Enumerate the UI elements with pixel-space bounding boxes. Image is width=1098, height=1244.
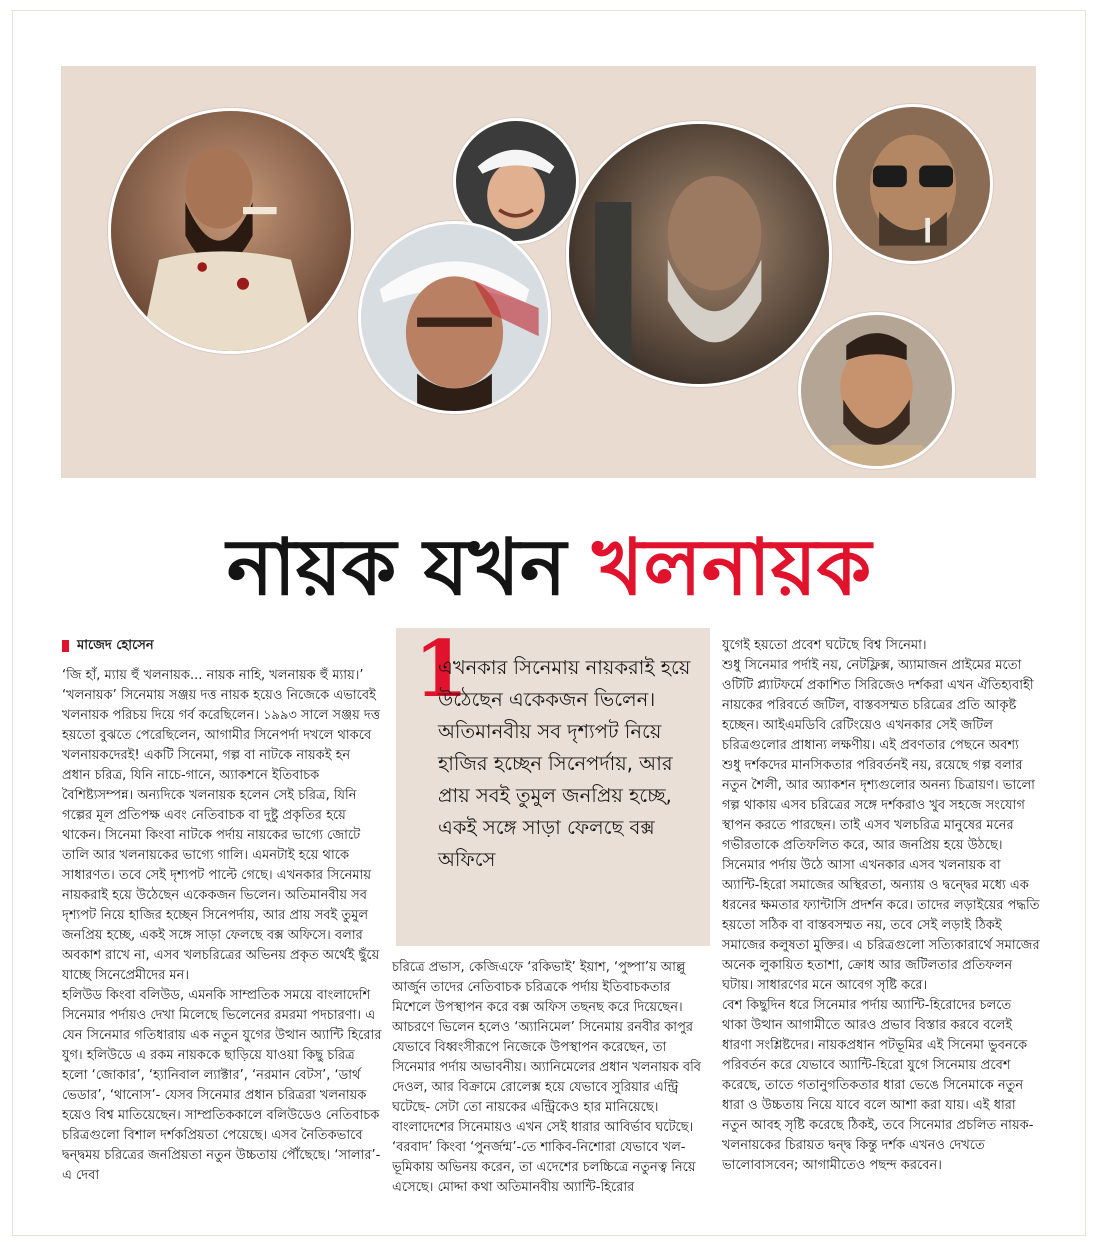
portrait-white-cap: [358, 221, 551, 414]
pull-quote-body: এখনকার সিনেমায় নায়করাই হয়ে উঠেছেন একেকজন ভিলেন। অতিমানবীয় সব দৃশ্যপট নিয়ে হাজির হচ্ছেন সিনেপর্দায়, আর প্রায় সবই তুমুল জনপ্রিয় হচ্ছে, একই সঙ্গে সাড়া ফেলছে বক্স অফিসে: [438, 656, 691, 871]
portrait-white-cap-image: [361, 224, 548, 411]
article-column-2: [392, 958, 710, 1208]
pull-quote-number: 1: [414, 624, 469, 715]
byline-marker: [62, 640, 69, 652]
paragraph: যুগেই হয়তো প্রবেশ ঘটেছে বিশ্ব সিনেমা।: [722, 638, 927, 653]
paragraph: হলিউড কিংবা বলিউড, এমনকি সাম্প্রতিক সময়ে বাংলাদেশি সিনেমার পর্দায়ও দেখা মিলেছে ভিলেনের রমরমা পদচারণা। এ যেন সিনেমার গতিধারায় এক নতুন যুগের উত্থান অ্যান্টি হিরোর যুগ। হলিউডে এ রকম নায়ককে ছাড়িয়ে যাওয়া কিছু চরিত্র হলো ‘জোকার’, ‘হ্যানিবাল ল্যাক্টার’, ‘নরমান বেটস’, ‘ডার্থ ভেডার’, ‘থানোস’- যেসব সিনেমার প্রধান চরিত্ররা খলনায়ক হয়েও বিশ্ব মাতিয়েছেন। সাম্প্রতিককালে বলিউডেও নেতিবাচক চরিত্রগুলো বিশাল দর্শকপ্রিয়তা পেয়েছে। এসব নৈতিকভাবে দ্বন্দ্বময় চরিত্রের জনপ্রিয়তা নতুন উচ্চতায় পৌঁছেছে। ‘সালার’-এ দেবা: [62, 988, 382, 1183]
portrait-grey-beard: [566, 121, 832, 387]
paragraph: ‘জি হাঁ, ম্যায় হুঁ খলনায়ক... নায়ক নাহি, খলনায়ক হুঁ ম্যায়।’ ‘খলনায়ক’ সিনেমায় সঞ্জয় দত্ত নায়ক হয়েও নিজেকে এভাবেই খলনায়ক পরিচয় দিয়ে গর্ব করেছিলেন। ১৯৯৩ সালে সঞ্জয় দত্ত হয়তো বুঝতে পেরেছিলেন, আগামীর সিনেপর্দা দখলে থাকবে খলনায়কদেরই! একটি সিনেমা, গল্প বা নাটকে নায়কই হন প্রধান চরিত্র, যিনি নাচে-গানে, অ্যাকশনে ইতিবাচক বৈশিষ্ট্যসম্পন্ন। অন্যদিকে খলনায়ক হলেন সেই চরিত্র, যিনি গল্পের মূল প্রতিপক্ষ এবং নেতিবাচক বা দুষ্টু প্রকৃতির হয়ে থাকেন। সিনেমা কিংবা নাটকে পর্দায় নায়কের ভাগ্যে জোটে তালি আর খলনায়কের ভাগ্যে গালি। এমনটাই হয়ে থাকে সাধারণত। তবে সেই দৃশ্যপট পাল্টে গেছে। এখনকার সিনেমায় নায়করাই হয়ে উঠেছেন একেকজন ভিলেন। অতিমানবীয় সব দৃশ্যপট নিয়ে হাজির হচ্ছেন সিনেপর্দায়, আর প্রায় সবই তুমুল জনপ্রিয় হচ্ছে, একই সঙ্গে সাড়া ফেলছে বক্স অফিসে। বলার অবকাশ রাখে না, এসব খলচরিত্রের অভিনয় প্রকৃত অর্থেই ছুঁয়ে যাচ্ছে সিনেপ্রেমীদের মন।: [62, 668, 381, 983]
author-name: মাজেদ হোসেন: [77, 638, 154, 653]
article-column-1: [62, 636, 382, 1206]
portrait-villain-cigar-image: [111, 111, 351, 351]
paragraph: বেশ কিছুদিন ধরে সিনেমার পর্দায় অ্যান্টি-হিরোদের চলতে থাকা উত্থান আগামীতে আরও প্রভাব বিস্তার করবে বলেই ধারণা সংশ্লিষ্টদের। নায়কপ্রধান পটভূমির এই সিনেমা ভুবনকে পরিবর্তন করে যেভাবে অ্যান্টি-হিরো যুগে সিনেমায় প্রবেশ করেছে, তাতে গতানুগতিকতার ধারা ভেঙে সিনেমাকে নতুন ধারা ও উচ্চতায় নিয়ে যাবে বলে আশা করা যায়। এই ধারা নতুন আবহ সৃষ্টি করেছে ঠিকই, তবে সিনেমার প্রচলিত নায়ক-খলনায়কের চিরায়ত দ্বন্দ্ব কিন্তু দর্শক এখনও দেখতে ভালোবাসবেন; আগামীতেও পছন্দ করবেন।: [722, 998, 1034, 1173]
portrait-bearded-man-image: [801, 315, 952, 466]
paragraph: শুধু সিনেমার পর্দাই নয়, নেটফ্লিক্স, অ্যামাজন প্রাইমের মতো ওটিটি প্ল্যাটফর্মে প্রকাশিত সিরিজেও দর্শকরা এখন ঐতিহ্যবাহী নায়কের পরিবর্তে জটিল, বাস্তবসম্মত চরিত্রের প্রতি আকৃষ্ট হচ্ছেন। আইএমডিবি রেটিংয়েও এখনকার সেই জটিল চরিত্রগুলোর প্রাধান্য লক্ষণীয়। এই প্রবণতার পেছনে অবশ্য শুধু দর্শকদের মানসিকতার পরিবর্তনই নয়, রয়েছে গল্প বলার নতুন শৈলী, আর অ্যাকশন দৃশ্যগুলোর অনন্য চিত্রায়ণ। ভালো গল্প থাকায় এসব চরিত্রের সঙ্গে দর্শকরাও খুব সহজে সংযোগ স্থাপন করতে পারছেন। তাই এসব খলচরিত্র মানুষের মনের গভীরতাকে প্রতিফলিত করে, আর জনপ্রিয় হয়ে উঠছে।: [722, 658, 1035, 853]
title-part-black: নায়ক যখন: [226, 522, 567, 613]
byline: [62, 636, 382, 656]
portrait-villain-cigar: [108, 108, 354, 354]
portrait-bearded-man: [798, 312, 955, 469]
paragraph: চরিত্রে প্রভাস, কেজিএফে ‘রকিভাই’ ইয়াশ, ‘পুষ্পা’য় আল্লু আর্জুন তাদের নেতিবাচক চরিত্রকে পর্দায় ইতিবাচকতার মিশেলে উপস্থাপন করে বক্স অফিস তছনছ করে দিয়েছেন। আচরণে ভিলেন হলেও ‘অ্যানিমেল’ সিনেমায় রনবীর কাপুর যেভাবে বিধ্বংসীরূপে নিজেকে উপস্থাপন করেছেন, তা সিনেমার পর্দায় অভাবনীয়। অ্যানিমেলের প্রধান খলনায়ক ববি দেওল, আর বিক্রামে রোলেক্স হয়ে যেভাবে সুরিয়ার এন্ট্রি ঘটেছে- সেটা তো নায়কের এন্ট্রিকেও হার মানিয়েছে। বাংলাদেশের সিনেমায়ও এখন সেই ধারার আবির্ভাব ঘটেছে। ‘বরবাদ’ কিংবা ‘পুনর্জন্ম’-তে শাকিব-নিশোরা যেভাবে খল-ভূমিকায় অভিনয় করেন, তা এদেশের চলচ্চিত্রে নতুনত্ব নিয়ে এসেছে। মোদ্দা কথা অতিমানবীয় অ্যান্টি-হিরোর: [392, 960, 702, 1195]
article-column-3: [722, 636, 1040, 1206]
pull-quote: [396, 624, 710, 946]
portrait-sunglasses: [833, 104, 993, 264]
paragraph: সিনেমার পর্দায় উঠে আসা এখনকার এসব খলনায়ক বা অ্যান্টি-হিরো সমাজের অস্থিরতা, অন্যায় ও দ্বন্দ্বের মধ্যে এক ধরনের ক্ষমতার ফ্যান্টাসি প্রদর্শন করে। তাদের লড়াইয়ের পদ্ধতি হয়তো সঠিক বা বাস্তবসম্মত নয়, তবে সেই লড়াই ঠিকই সমাজের কলুষতা মুক্তির। এ চরিত্রগুলো সত্যিকারার্থে সমাজের অনেক লুকায়িত হতাশা, ক্রোধ আর জটিলতার প্রতিফলন ঘটায়। সাধারণের মনে আবেগ সৃষ্টি করে।: [722, 858, 1040, 993]
photo-collage: [61, 66, 1036, 478]
title-part-red: খলনায়ক: [592, 522, 872, 613]
portrait-grey-beard-image: [569, 124, 829, 384]
pull-quote-text: [416, 652, 696, 876]
portrait-sunglasses-image: [836, 107, 990, 261]
page-title: [0, 518, 1098, 618]
